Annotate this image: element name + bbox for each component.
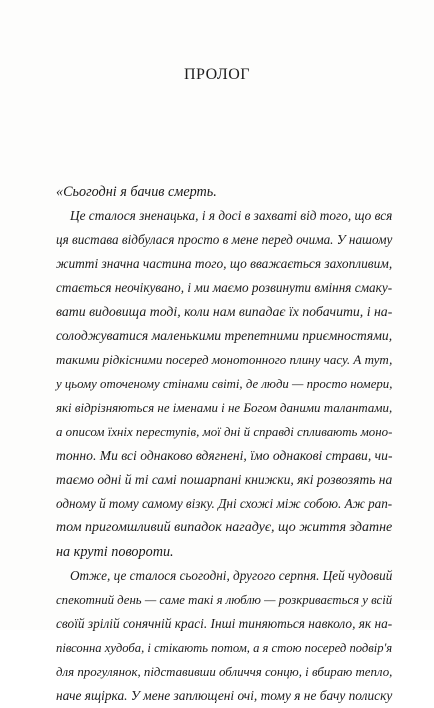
text-line: а описом їхніх переступів, мої дні й справді спливають моно- xyxy=(56,425,393,439)
text-line: солоджуватися маленькими трепетними приємностями, xyxy=(56,328,393,343)
text-line: одному й тому самому візку. Дні схожі між собою. Аж рап- xyxy=(56,496,393,511)
text-line: ця вистава відбулася просто в мене перед очима. У нашому xyxy=(56,232,393,247)
text-line: півсонна худоба, і стікають потом, а я стою посеред подвір'я xyxy=(56,641,393,655)
text-line: Це сталося зненацька, і я досі в захваті від того, що вся xyxy=(70,208,393,223)
text-line: у цьому оточеному стінами світі, де люди — просто номери, xyxy=(56,377,393,391)
text-line: вати видовища тоді, коли нам випадає їх побачити, і на- xyxy=(56,304,393,319)
text-line: які відрізняються не іменами і не Богом даними талантами, xyxy=(56,400,393,415)
text-line: стається неочікувано, і ми маємо розвинути вміння смаку- xyxy=(56,280,393,295)
body-text xyxy=(56,180,394,708)
text-line: «Сьогодні я бачив смерть. xyxy=(56,184,217,200)
text-line: спекотний день — саме такі я люблю — розкривається у всій xyxy=(56,593,393,607)
text-line: тонно. Ми всі однаково вдягнені, їмо однакові страви, чи- xyxy=(56,448,393,463)
text-line: своїй зрілій сонячній красі. Інші тиняються навколо, як на- xyxy=(56,616,393,631)
text-line: на круті повороти. xyxy=(56,544,174,560)
text-line: для прогулянок, підставивши обличчя сонцю, і вбираю тепло, xyxy=(56,665,393,679)
chapter-heading: ПРОЛОГ xyxy=(183,66,251,83)
text-line: таємо одні й ті самі пошарпані книжки, які розвозять на xyxy=(56,472,393,487)
text-line: Отже, це сталося сьогодні, другого серпня. Цей чудовий xyxy=(70,568,393,583)
text-line: наче ящірка. У мене заплющені очі, тому я не бачу полиску xyxy=(56,688,393,703)
text-line: том пригомшливий випадок нагадує, що життя здатне xyxy=(56,520,393,535)
text-line: житті значна частина того, що вважається захопливим, xyxy=(56,256,393,271)
text-line: такими рідкісними посеред монотонного плину часу. А тут, xyxy=(56,352,393,367)
